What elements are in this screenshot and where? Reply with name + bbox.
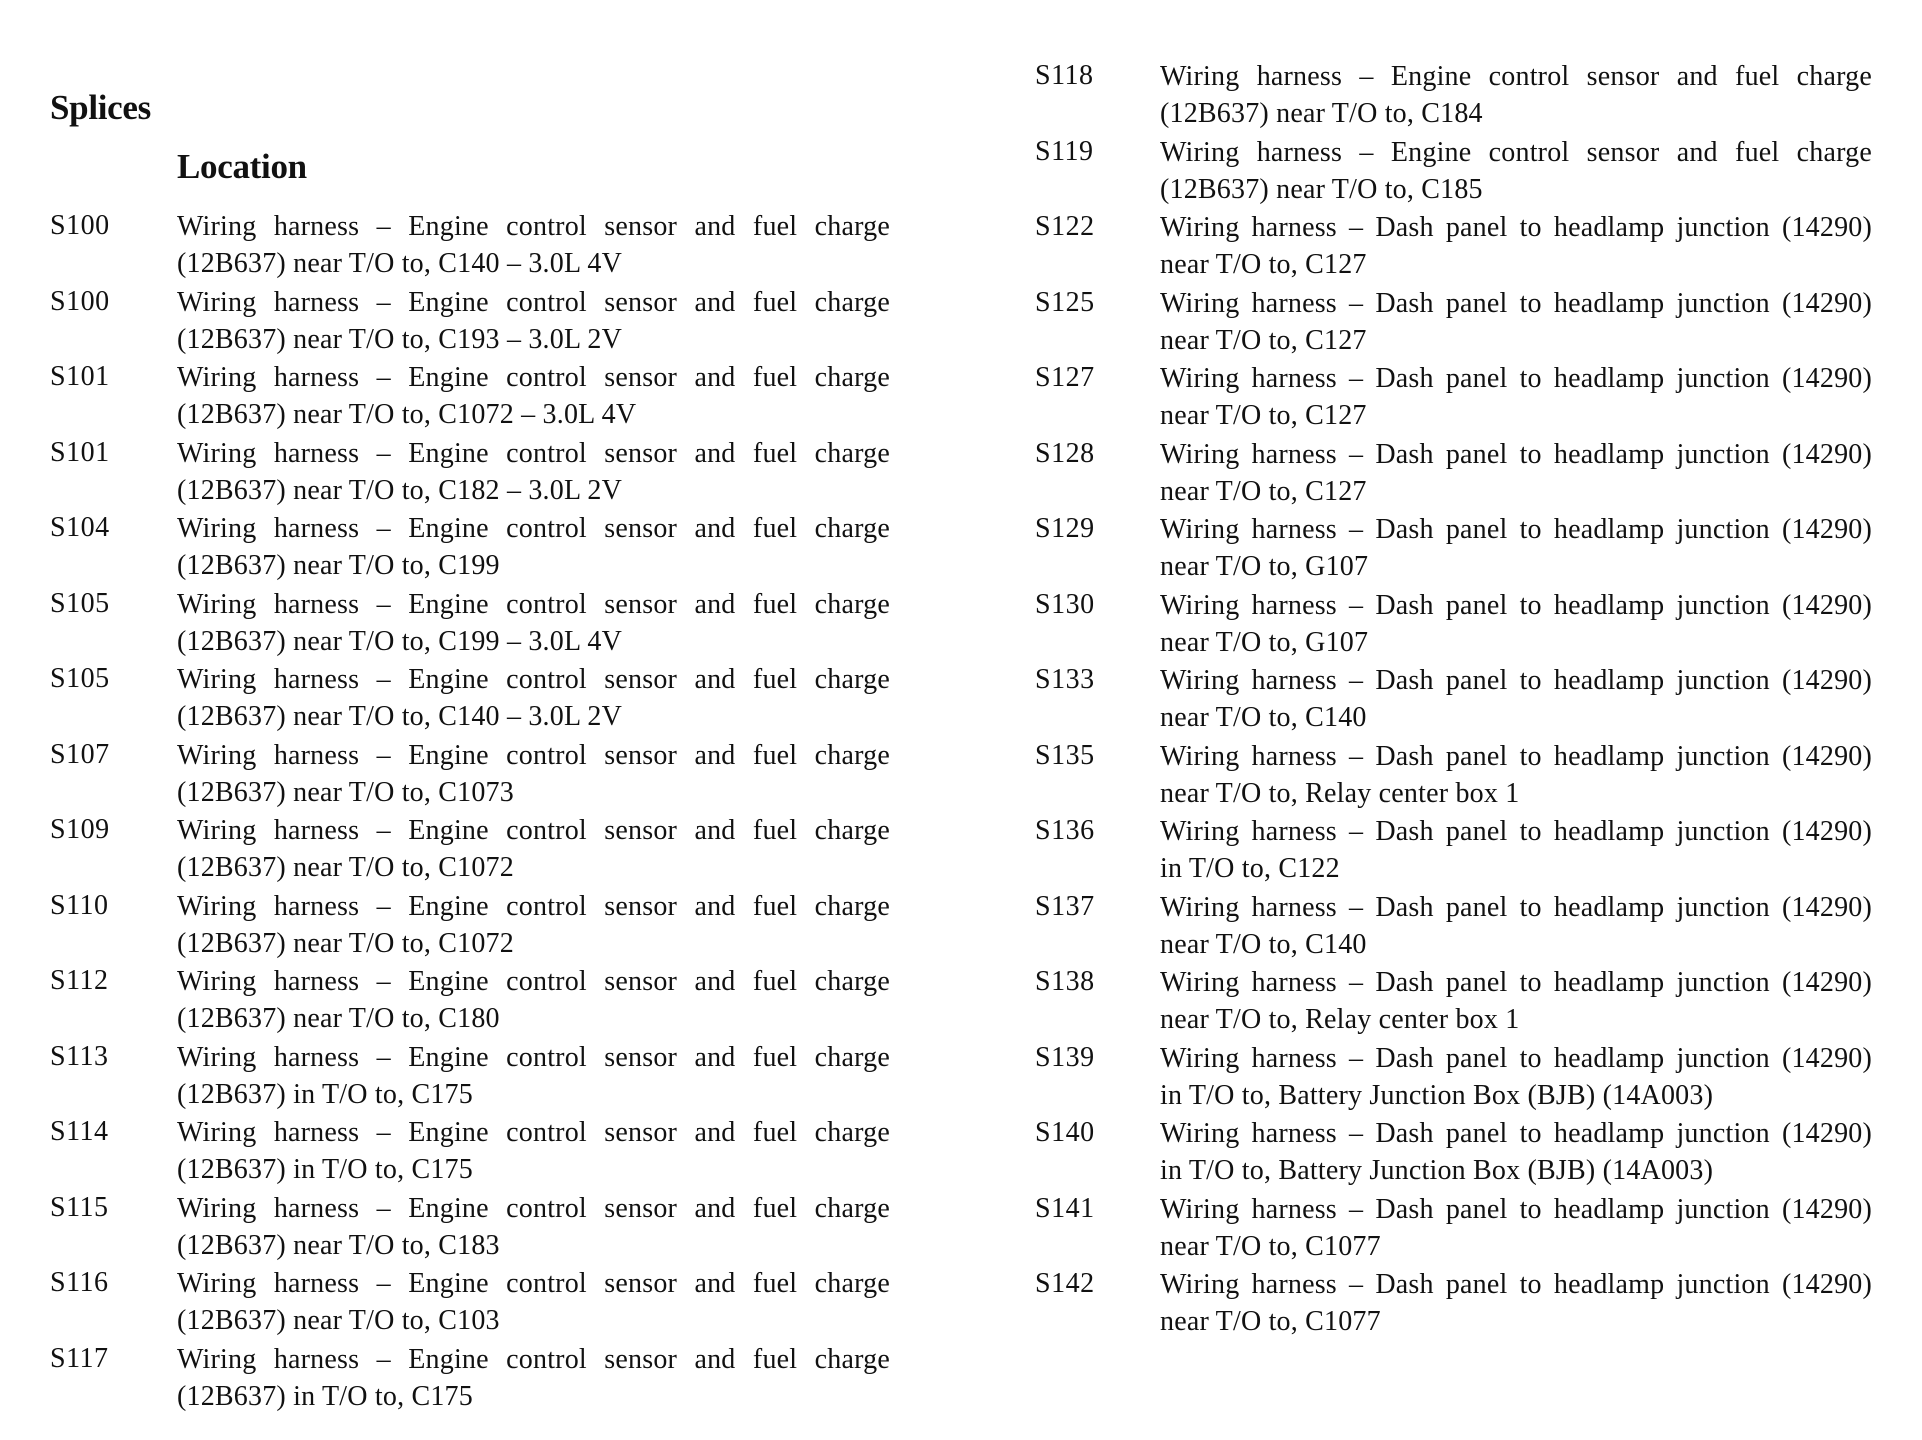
splice-id: S127 (1035, 362, 1095, 393)
description-line-2: near T/O to, C127 (1160, 249, 1367, 280)
description-line-1: Wiring harness – Engine control sensor and fuel charge (177, 362, 890, 393)
description-line-2: near T/O to, C140 (1160, 928, 1367, 960)
description-line-1: Wiring harness – Engine control sensor and fuel charge (177, 1268, 890, 1299)
description-line-1: Wiring harness – Dash panel to headlamp junction (14290) (1160, 816, 1872, 847)
description-line-1: Wiring harness – Engine control sensor and fuel charge (177, 211, 890, 242)
splice-entry (50, 359, 890, 435)
description-line-2: near T/O to, C1077 (1160, 1230, 1381, 1262)
splice-entry (1035, 587, 1875, 663)
splice-id: S138 (1035, 966, 1095, 997)
splice-location-description (1160, 813, 1872, 887)
description-line-2: near T/O to, C140 (1160, 702, 1367, 733)
splice-location-description (1160, 889, 1872, 963)
splice-location-description (177, 963, 890, 1037)
description-line-1: Wiring harness – Dash panel to headlamp junction (14290) (1160, 1269, 1872, 1300)
splice-entry (50, 812, 890, 888)
splice-location-description (177, 737, 890, 811)
splice-entry (1035, 134, 1875, 210)
description-line-1: Wiring harness – Dash panel to headlamp junction (14290) (1160, 287, 1872, 319)
description-line-1: Wiring harness – Engine control sensor and fuel charge (177, 1192, 890, 1224)
splice-entry (50, 1114, 890, 1190)
splice-location-description (1160, 1115, 1872, 1189)
splice-id: S118 (1035, 60, 1094, 91)
description-line-1: Wiring harness – Engine control sensor and fuel charge (177, 664, 890, 695)
description-line-1: Wiring harness – Dash panel to headlamp junction (14290) (1160, 665, 1872, 696)
splice-location-description (177, 1265, 890, 1339)
location-column-header: Location (177, 147, 307, 186)
description-line-1: Wiring harness – Engine control sensor and fuel charge (177, 1041, 890, 1073)
description-line-2: (12B637) near T/O to, C140 – 3.0L 4V (177, 248, 623, 279)
description-line-2: (12B637) near T/O to, C183 (177, 1229, 500, 1261)
splice-entry (50, 661, 890, 737)
description-line-2: (12B637) near T/O to, C184 (1160, 98, 1483, 129)
description-line-1: Wiring harness – Dash panel to headlamp junction (14290) (1160, 1042, 1872, 1074)
splice-id: S104 (50, 512, 110, 543)
splice-location-description (1160, 134, 1872, 208)
splice-id: S122 (1035, 211, 1095, 242)
splice-id: S125 (1035, 286, 1095, 318)
description-line-2: near T/O to, Relay center box 1 (1160, 1004, 1520, 1035)
description-line-2: (12B637) near T/O to, C180 (177, 1003, 500, 1034)
splice-location-description (1160, 1191, 1872, 1265)
description-line-2: in T/O to, C122 (1160, 853, 1340, 884)
description-line-1: Wiring harness – Dash panel to headlamp junction (14290) (1160, 891, 1872, 923)
description-line-2: near T/O to, G107 (1160, 551, 1369, 582)
description-line-2: near T/O to, C127 (1160, 324, 1367, 356)
description-line-2: (12B637) near T/O to, C1072 (177, 927, 514, 959)
splice-id: S116 (50, 1267, 109, 1298)
description-line-2: near T/O to, C127 (1160, 475, 1367, 507)
splice-entry (1035, 738, 1875, 814)
splice-location-description (1160, 1040, 1872, 1114)
splice-entry (1035, 436, 1875, 512)
description-line-2: (12B637) near T/O to, C140 – 3.0L 2V (177, 701, 623, 732)
splice-id: S100 (50, 285, 110, 317)
splice-location-description (1160, 587, 1872, 661)
splice-location-description (177, 1341, 890, 1415)
description-line-2: (12B637) in T/O to, C175 (177, 1078, 473, 1110)
description-line-1: Wiring harness – Dash panel to headlamp junction (14290) (1160, 1118, 1872, 1149)
splice-location-description (1160, 511, 1872, 585)
description-line-2: near T/O to, C1077 (1160, 1306, 1381, 1337)
splice-entry (1035, 1191, 1875, 1267)
splice-entry (50, 586, 890, 662)
splice-location-description (1160, 360, 1872, 434)
description-line-1: Wiring harness – Dash panel to headlamp junction (14290) (1160, 212, 1872, 243)
splice-location-description (177, 510, 890, 584)
description-line-1: Wiring harness – Engine control sensor and fuel charge (177, 1343, 890, 1375)
splice-id: S110 (50, 889, 109, 921)
description-line-1: Wiring harness – Engine control sensor and fuel charge (177, 286, 890, 318)
splice-id: S128 (1035, 437, 1095, 469)
description-line-1: Wiring harness – Dash panel to headlamp junction (14290) (1160, 589, 1872, 621)
splice-entry (50, 284, 890, 360)
splice-id: S141 (1035, 1192, 1095, 1224)
description-line-2: near T/O to, Relay center box 1 (1160, 777, 1520, 809)
description-line-2: (12B637) in T/O to, C175 (177, 1380, 473, 1412)
splice-id: S140 (1035, 1117, 1095, 1148)
description-line-1: Wiring harness – Engine control sensor and fuel charge (1160, 136, 1872, 168)
splice-entry (50, 1265, 890, 1341)
splice-location-description (1160, 209, 1872, 283)
description-line-1: Wiring harness – Engine control sensor and fuel charge (177, 437, 890, 469)
splice-id: S107 (50, 738, 110, 770)
splice-entry (50, 1039, 890, 1115)
splice-id: S101 (50, 436, 110, 468)
description-line-2: (12B637) near T/O to, C1073 (177, 776, 514, 808)
splice-location-description (1160, 58, 1872, 132)
description-line-2: (12B637) near T/O to, C182 – 3.0L 2V (177, 474, 623, 506)
splice-id: S137 (1035, 890, 1095, 922)
splice-id: S115 (50, 1191, 109, 1223)
section-title: Splices (50, 88, 151, 127)
splice-location-description (177, 435, 890, 509)
splice-entry (50, 1341, 890, 1417)
splice-entry (50, 435, 890, 511)
splice-location-description (177, 359, 890, 433)
splice-entry (1035, 1266, 1875, 1342)
splice-location-description (1160, 662, 1872, 736)
splice-entry (50, 888, 890, 964)
description-line-1: Wiring harness – Engine control sensor and fuel charge (177, 588, 890, 620)
splice-location-description (177, 1190, 890, 1264)
description-line-2: (12B637) near T/O to, C185 (1160, 173, 1483, 205)
splice-id: S119 (1035, 135, 1094, 167)
description-line-2: (12B637) in T/O to, C175 (177, 1154, 473, 1185)
splice-id: S136 (1035, 815, 1095, 846)
description-line-1: Wiring harness – Engine control sensor and fuel charge (177, 739, 890, 771)
splice-id: S109 (50, 814, 110, 845)
splice-entry (1035, 58, 1875, 134)
description-line-2: (12B637) near T/O to, C103 (177, 1305, 500, 1336)
description-line-2: in T/O to, Battery Junction Box (BJB) (14A003) (1160, 1079, 1714, 1111)
description-line-2: (12B637) near T/O to, C199 (177, 550, 500, 581)
description-line-1: Wiring harness – Dash panel to headlamp junction (14290) (1160, 363, 1872, 394)
splice-entry (1035, 813, 1875, 889)
splice-id: S105 (50, 587, 110, 619)
description-line-1: Wiring harness – Engine control sensor and fuel charge (177, 966, 890, 997)
splice-id: S130 (1035, 588, 1095, 620)
splice-entry (1035, 889, 1875, 965)
splice-location-description (177, 661, 890, 735)
splice-id: S101 (50, 361, 110, 392)
description-line-2: (12B637) near T/O to, C199 – 3.0L 4V (177, 625, 623, 657)
description-line-2: near T/O to, G107 (1160, 626, 1369, 658)
description-line-1: Wiring harness – Engine control sensor and fuel charge (177, 815, 890, 846)
splice-id: S142 (1035, 1268, 1095, 1299)
description-line-1: Wiring harness – Dash panel to headlamp junction (14290) (1160, 1193, 1872, 1225)
splice-entry (50, 737, 890, 813)
description-line-1: Wiring harness – Dash panel to headlamp junction (14290) (1160, 740, 1872, 772)
splice-id: S129 (1035, 513, 1095, 544)
splice-entry (1035, 209, 1875, 285)
description-line-1: Wiring harness – Dash panel to headlamp junction (14290) (1160, 514, 1872, 545)
splice-entry (1035, 964, 1875, 1040)
description-line-2: near T/O to, C127 (1160, 400, 1367, 431)
splice-location-description (177, 586, 890, 660)
description-line-2: (12B637) near T/O to, C193 – 3.0L 2V (177, 323, 623, 355)
splice-id: S133 (1035, 664, 1095, 695)
splice-entry (50, 208, 890, 284)
splice-entry (1035, 662, 1875, 738)
description-line-1: Wiring harness – Dash panel to headlamp junction (14290) (1160, 438, 1872, 470)
splice-entry (1035, 360, 1875, 436)
splice-location-description (177, 284, 890, 358)
splice-id: S100 (50, 210, 110, 241)
description-line-2: (12B637) near T/O to, C1072 (177, 852, 514, 883)
splice-id: S135 (1035, 739, 1095, 771)
splice-id: S117 (50, 1342, 109, 1374)
splice-entry (1035, 1115, 1875, 1191)
splice-entry (50, 1190, 890, 1266)
splice-location-description (1160, 964, 1872, 1038)
splice-id: S113 (50, 1040, 109, 1072)
splice-location-description (1160, 738, 1872, 812)
splice-entry (1035, 511, 1875, 587)
description-line-1: Wiring harness – Engine control sensor and fuel charge (177, 513, 890, 544)
splice-entry (50, 963, 890, 1039)
description-line-2: (12B637) near T/O to, C1072 – 3.0L 4V (177, 399, 637, 430)
splice-location-description (1160, 285, 1872, 359)
description-line-1: Wiring harness – Engine control sensor and fuel charge (177, 890, 890, 922)
splice-location-description (1160, 436, 1872, 510)
splice-entry (1035, 1040, 1875, 1116)
description-line-2: in T/O to, Battery Junction Box (BJB) (14A003) (1160, 1155, 1714, 1186)
splice-id: S114 (50, 1116, 109, 1147)
splice-location-description (177, 1114, 890, 1188)
splice-location-description (177, 208, 890, 282)
splice-entry (50, 510, 890, 586)
splice-location-description (177, 1039, 890, 1113)
splice-id: S105 (50, 663, 110, 694)
description-line-1: Wiring harness – Engine control sensor and fuel charge (1160, 61, 1872, 92)
splice-location-description (177, 888, 890, 962)
description-line-1: Wiring harness – Engine control sensor and fuel charge (177, 1117, 890, 1148)
splice-id: S139 (1035, 1041, 1095, 1073)
splice-id: S112 (50, 965, 109, 996)
splice-entry (1035, 285, 1875, 361)
description-line-1: Wiring harness – Dash panel to headlamp junction (14290) (1160, 967, 1872, 998)
splice-location-description (1160, 1266, 1872, 1340)
splice-location-description (177, 812, 890, 886)
